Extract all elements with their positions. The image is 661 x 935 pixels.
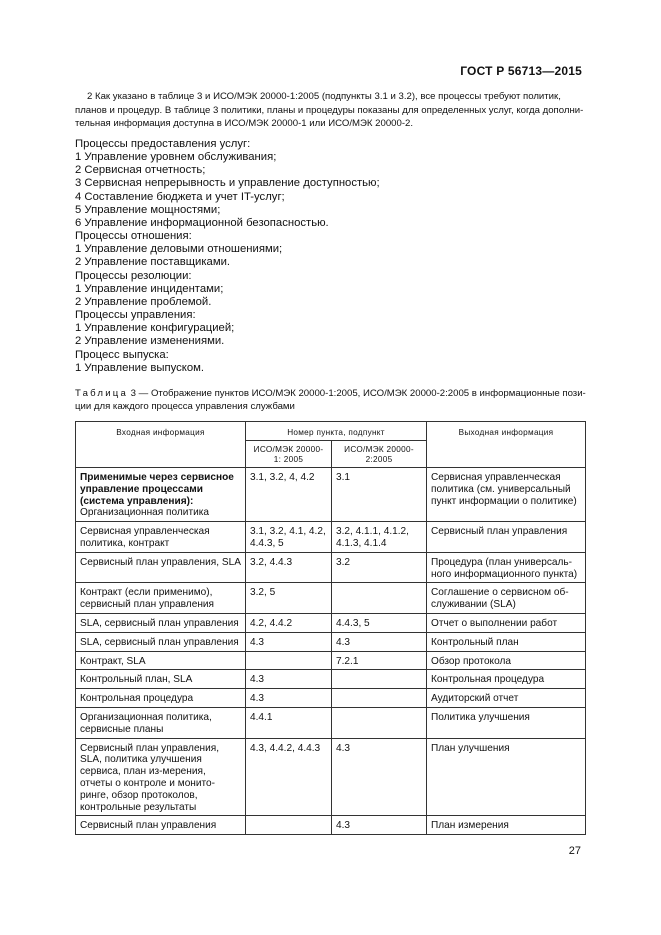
table-row bbox=[76, 816, 586, 835]
list-item: 5 Управление мощностями; bbox=[75, 203, 221, 216]
list-item: Процессы управления: bbox=[75, 309, 196, 322]
list-item: 1 Управление выпуском. bbox=[75, 361, 205, 374]
intro-paragraph bbox=[75, 90, 585, 131]
cell-std2: 4.3 bbox=[332, 632, 427, 651]
cell-std1 bbox=[246, 651, 332, 670]
cell-std2: 4.4.3, 5 bbox=[332, 613, 427, 632]
table-row bbox=[76, 552, 586, 583]
cell-output: Процедура (план универсаль-ного информационного пункта) bbox=[427, 552, 586, 583]
cell-input: Контрольный план, SLA bbox=[76, 670, 246, 689]
list-item: Процессы предоставления услуг: bbox=[75, 138, 251, 150]
page-number: 27 bbox=[568, 845, 581, 857]
cell-std1: 3.2, 5 bbox=[246, 583, 332, 614]
header-std1: ИСО/МЭК 20000-1: 2005 bbox=[246, 441, 332, 468]
list-item: 1 Управление деловыми отношениями; bbox=[75, 243, 283, 256]
intro-line: 2 Как указано в таблице 3 и ИСО/МЭК 20000-1:2005 (подпункты 3.1 и 3.2), все процессы требуют политик, bbox=[87, 91, 561, 102]
list-item: 4 Составление бюджета и учет IT-услуг; bbox=[75, 190, 285, 203]
cell-input-bold: Применимые через сервисное управление процессами (система управления): bbox=[80, 472, 234, 507]
cell-input: SLA, сервисный план управления bbox=[76, 632, 246, 651]
cell-input: Сервисная управленческая политика, контракт bbox=[76, 522, 246, 553]
list-item: Процессы отношения: bbox=[75, 230, 192, 243]
cell-std2: 3.2, 4.1.1, 4.1.2, 4.1.3, 4.1.4 bbox=[332, 522, 427, 553]
cell-std2 bbox=[332, 689, 427, 708]
table-row bbox=[76, 689, 586, 708]
cell-input-text: Организационная политика bbox=[80, 507, 209, 519]
list-item: Процессы резолюции: bbox=[75, 269, 192, 282]
cell-std2 bbox=[332, 670, 427, 689]
caption-line bbox=[75, 388, 590, 401]
cell-input: SLA, сервисный план управления bbox=[76, 613, 246, 632]
table-row bbox=[76, 613, 586, 632]
list-item: 2 Управление изменениями. bbox=[75, 335, 225, 348]
cell-std1: 4.3 bbox=[246, 670, 332, 689]
list-item: 2 Управление поставщиками. bbox=[75, 256, 231, 269]
list-item: 1 Управление конфигурацией; bbox=[75, 322, 235, 335]
header-std2: ИСО/МЭК 20000-2:2005 bbox=[332, 441, 427, 468]
process-list bbox=[75, 138, 555, 375]
table-row bbox=[76, 522, 586, 553]
header-clause-number: Номер пункта, подпункт bbox=[246, 422, 427, 441]
caption-line: ции для каждого процесса управления службами bbox=[75, 400, 295, 412]
cell-std1: 3.2, 4.4.3 bbox=[246, 552, 332, 583]
cell-std1: 3.1, 3.2, 4, 4.2 bbox=[246, 468, 332, 522]
cell-input: Контракт, SLA bbox=[76, 651, 246, 670]
list-item: 2 Сервисная отчетность; bbox=[75, 164, 206, 177]
cell-input: Сервисный план управления bbox=[76, 816, 246, 835]
cell-std1 bbox=[246, 816, 332, 835]
cell-input bbox=[76, 468, 246, 522]
cell-input: Контракт (если применимо), сервисный план управления bbox=[76, 583, 246, 614]
table-row bbox=[76, 707, 586, 738]
list-item: 3 Сервисная непрерывность и управление доступностью; bbox=[75, 177, 380, 190]
table-row bbox=[76, 670, 586, 689]
cell-input: Сервисный план управления, SLA bbox=[76, 552, 246, 583]
cell-std1: 4.3 bbox=[246, 689, 332, 708]
cell-std2: 4.3 bbox=[332, 816, 427, 835]
list-item: Процесс выпуска: bbox=[75, 348, 169, 361]
cell-output: Обзор протокола bbox=[427, 651, 586, 670]
cell-output: Отчет о выполнении работ bbox=[427, 613, 586, 632]
table-row bbox=[76, 651, 586, 670]
list-item: 1 Управление уровнем обслуживания; bbox=[75, 151, 277, 164]
header-output: Выходная информация bbox=[427, 422, 586, 468]
table-caption bbox=[75, 388, 590, 413]
cell-output: Политика улучшения bbox=[427, 707, 586, 738]
cell-std1: 4.4.1 bbox=[246, 707, 332, 738]
table-row bbox=[76, 632, 586, 651]
cell-output: Контрольный план bbox=[427, 632, 586, 651]
cell-std1: 4.3, 4.4.2, 4.4.3 bbox=[246, 738, 332, 816]
cell-std1: 4.3 bbox=[246, 632, 332, 651]
intro-line: тельная информация доступна в ИСО/МЭК 20000-1 или ИСО/МЭК 20000-2. bbox=[75, 118, 414, 129]
cell-std1: 3.1, 3.2, 4.1, 4.2, 4.4.3, 5 bbox=[246, 522, 332, 553]
cell-output: Соглашение о сервисном об-служивании (SLA) bbox=[427, 583, 586, 614]
document-id: ГОСТ Р 56713—2015 bbox=[460, 64, 582, 78]
cell-input: Сервисный план управления, SLA, политика улучшения сервиса, план из-мерения, отчеты о контроле и монито-ринге, обзор протоколов, контрольные результаты bbox=[76, 738, 246, 816]
mapping-table bbox=[75, 421, 586, 835]
intro-line: планов и процедур. В таблице 3 политики, планы и процедуры показаны для определенных услуг, когда дополни- bbox=[75, 104, 584, 116]
cell-input: Контрольная процедура bbox=[76, 689, 246, 708]
cell-std1: 4.2, 4.4.2 bbox=[246, 613, 332, 632]
cell-output: План улучшения bbox=[427, 738, 586, 816]
cell-output: План измерения bbox=[427, 816, 586, 835]
cell-input: Организационная политика, сервисные планы bbox=[76, 707, 246, 738]
header-input: Входная информация bbox=[76, 422, 246, 468]
cell-output: Контрольная процедура bbox=[427, 670, 586, 689]
caption-label: Таблица bbox=[75, 388, 129, 399]
table-row bbox=[76, 468, 586, 522]
cell-std2: 7.2.1 bbox=[332, 651, 427, 670]
list-item: 2 Управление проблемой. bbox=[75, 295, 212, 308]
cell-output: Сервисный план управления bbox=[427, 522, 586, 553]
cell-std2: 3.1 bbox=[332, 468, 427, 522]
list-item: 1 Управление инцидентами; bbox=[75, 282, 224, 295]
table-row bbox=[76, 738, 586, 816]
cell-std2: 3.2 bbox=[332, 552, 427, 583]
table-row bbox=[76, 583, 586, 614]
list-item: 6 Управление информационной безопасностью. bbox=[75, 216, 329, 229]
cell-std2: 4.3 bbox=[332, 738, 427, 816]
cell-output: Аудиторский отчет bbox=[427, 689, 586, 708]
cell-std2 bbox=[332, 583, 427, 614]
cell-output: Сервисная управленческая политика (см. универсальный пункт информации о политике) bbox=[427, 468, 586, 522]
caption-text: 3 — Отображение пунктов ИСО/МЭК 20000-1:2005, ИСО/МЭК 20000-2:2005 в информационные пози- bbox=[128, 388, 586, 399]
cell-std2 bbox=[332, 707, 427, 738]
